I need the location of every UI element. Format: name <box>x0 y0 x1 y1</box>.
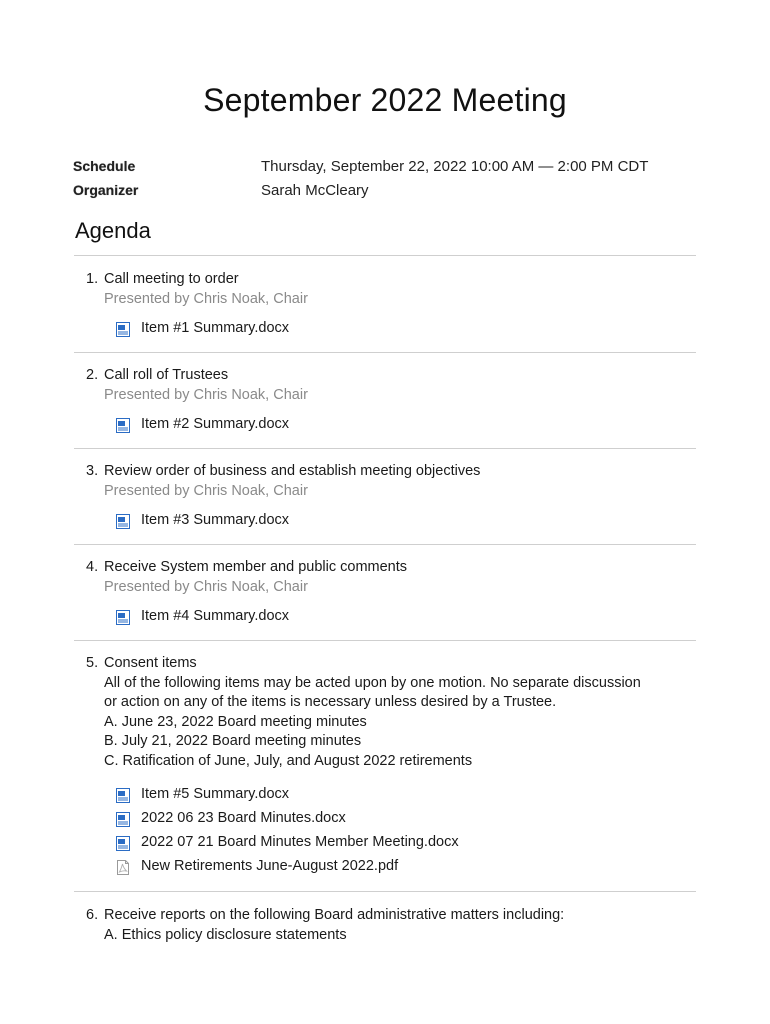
agenda-item <box>75 462 695 533</box>
agenda-item <box>75 906 695 945</box>
agenda-item-title: Receive System member and public comments <box>104 559 408 575</box>
agenda-item-description-line: C. Ratification of June, July, and August 2022 retirements <box>104 752 473 769</box>
agenda-item-presenter: Presented by Chris Noak, Chair <box>104 482 308 499</box>
agenda-item-number: 2. <box>86 367 99 383</box>
attachment-name: Item #5 Summary.docx <box>141 786 290 803</box>
agenda-item-description-line: A. Ethics policy disclosure statements <box>104 926 347 943</box>
attachment-list <box>75 509 695 533</box>
agenda-item-number: 5. <box>86 655 99 671</box>
attachment-link[interactable] <box>115 605 695 629</box>
page-title: September 2022 Meeting <box>203 82 567 118</box>
agenda-item-description-line: or action on any of the items is necessary unless desired by a Trustee. <box>104 694 557 710</box>
agenda-divider <box>74 352 696 353</box>
attachment-list <box>75 783 695 879</box>
agenda-divider <box>74 891 696 892</box>
attachment-name: 2022 06 23 Board Minutes.docx <box>141 810 346 827</box>
agenda-item <box>75 558 695 629</box>
docx-file-icon <box>115 321 131 338</box>
agenda-item-presenter: Presented by Chris Noak, Chair <box>104 386 308 403</box>
attachment-link[interactable] <box>115 855 695 879</box>
agenda-item-number: 6. <box>86 907 99 923</box>
docx-file-icon <box>115 609 131 626</box>
agenda-heading: Agenda <box>75 218 151 243</box>
docx-file-icon <box>115 835 131 852</box>
agenda-item-description-line: A. June 23, 2022 Board meeting minutes <box>104 713 367 730</box>
agenda-item-number: 1. <box>86 271 99 287</box>
agenda-item-title: Call meeting to order <box>104 271 239 287</box>
attachment-link[interactable] <box>115 831 695 855</box>
agenda-item-number: 3. <box>86 463 99 479</box>
agenda-item-description-line: All of the following items may be acted upon by one motion. No separate discussion <box>104 674 641 691</box>
agenda-divider <box>74 544 696 545</box>
agenda-item <box>75 366 695 437</box>
agenda-item-title: Consent items <box>104 655 197 671</box>
attachment-name: New Retirements June-August 2022.pdf <box>141 858 399 875</box>
schedule-label: Schedule <box>73 158 136 174</box>
organizer-value: Sarah McCleary <box>261 181 369 199</box>
schedule-value: Thursday, September 22, 2022 10:00 AM — 2:00 PM CDT <box>261 157 649 175</box>
docx-file-icon <box>115 811 131 828</box>
agenda-divider <box>74 448 696 449</box>
attachment-list <box>75 605 695 629</box>
schedule-row <box>73 154 703 178</box>
organizer-label: Organizer <box>73 182 139 198</box>
attachment-link[interactable] <box>115 807 695 831</box>
attachment-link[interactable] <box>115 509 695 533</box>
attachment-link[interactable] <box>115 317 695 341</box>
meeting-meta <box>73 154 703 202</box>
agenda-item <box>75 270 695 341</box>
attachment-list <box>75 317 695 341</box>
attachment-link[interactable] <box>115 783 695 807</box>
agenda-item-title: Receive reports on the following Board administrative matters including: <box>104 907 565 923</box>
agenda-divider <box>74 640 696 641</box>
agenda-item-title: Call roll of Trustees <box>104 367 229 383</box>
attachment-name: Item #4 Summary.docx <box>141 608 290 625</box>
pdf-file-icon <box>115 859 131 876</box>
agenda-item-presenter: Presented by Chris Noak, Chair <box>104 290 308 307</box>
docx-file-icon <box>115 787 131 804</box>
agenda-item <box>75 654 695 879</box>
attachment-link[interactable] <box>115 413 695 437</box>
organizer-row <box>73 178 703 202</box>
attachment-name: Item #1 Summary.docx <box>141 320 290 337</box>
attachment-name: 2022 07 21 Board Minutes Member Meeting.docx <box>141 834 459 851</box>
agenda-item-presenter: Presented by Chris Noak, Chair <box>104 578 308 595</box>
docx-file-icon <box>115 417 131 434</box>
agenda-item-description-line: B. July 21, 2022 Board meeting minutes <box>104 733 362 749</box>
attachment-name: Item #3 Summary.docx <box>141 512 290 529</box>
attachment-name: Item #2 Summary.docx <box>141 416 290 433</box>
agenda-item-number: 4. <box>86 559 99 575</box>
agenda-divider <box>74 255 696 256</box>
docx-file-icon <box>115 513 131 530</box>
agenda-item-title: Review order of business and establish meeting objectives <box>104 463 481 479</box>
attachment-list <box>75 413 695 437</box>
